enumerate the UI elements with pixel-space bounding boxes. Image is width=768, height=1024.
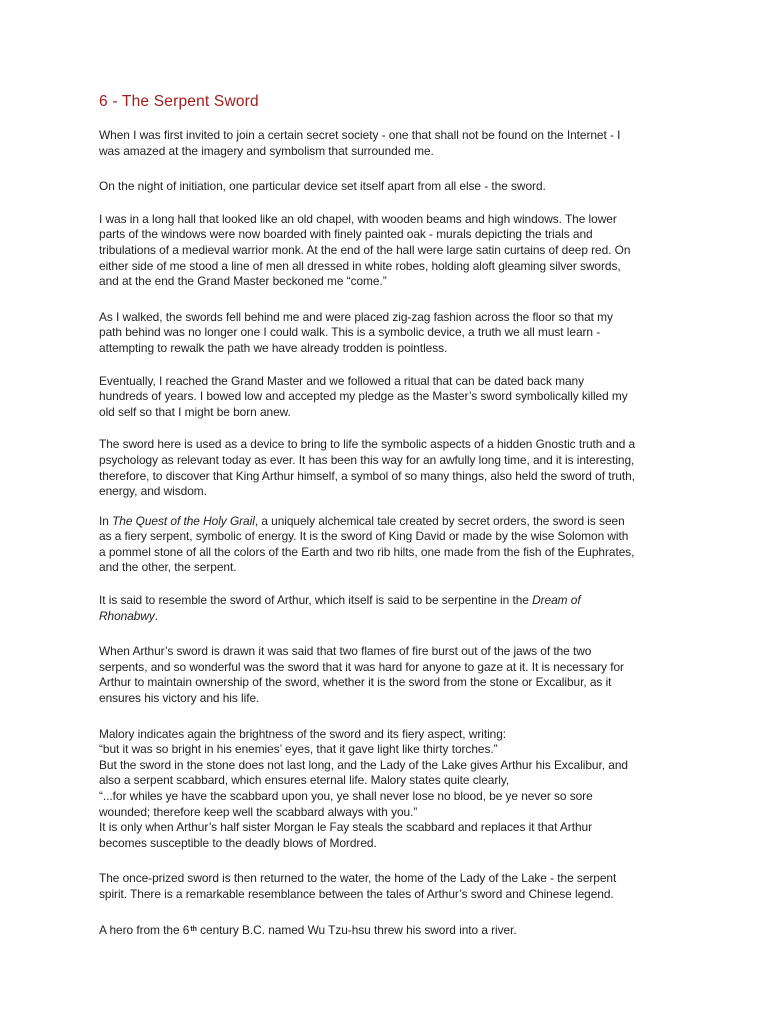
text-run: century B.C. named Wu Tzu-hsu threw his sword into a river.	[196, 922, 517, 937]
paragraph-hall	[99, 212, 679, 290]
text-line: attempting to rewalk the path we have already trodden is pointless.	[99, 340, 448, 355]
text-line: spirit. There is a remarkable resemblance between the tales of Arthur’s sword and Chinese legend.	[99, 886, 614, 901]
text-run: It is said to resemble the sword of Arthur, which itself is said to be serpentine in the	[99, 593, 533, 608]
text-line: and at the end the Grand Master beckoned me “come.”	[99, 274, 387, 289]
text-line: It is only when Arthur’s half sister Morgan le Fay steals the scabbard and replaces it that Arthur	[99, 820, 592, 835]
paragraph-gnostic	[99, 437, 679, 499]
book-title: Dream of	[532, 593, 581, 608]
paragraph-wu-tzu-hsu	[99, 923, 679, 939]
text-line	[99, 609, 679, 625]
paragraph-grand-master	[99, 374, 679, 421]
paragraph-initiation	[99, 179, 679, 195]
text-line: Malory indicates again the brightness of the sword and its fiery aspect, writing:	[99, 726, 507, 741]
text-line: The once-prized sword is then returned to the water, the home of the Lady of the Lake - the serpent	[99, 871, 617, 886]
text-line: I was in a long hall that looked like an old chapel, with wooden beams and high windows. The lower	[99, 211, 617, 226]
text-run: , a uniquely alchemical tale created by secret orders, the sword is seen	[254, 513, 625, 528]
text-line	[99, 593, 679, 609]
text-line: therefore, to discover that King Arthur himself, a symbol of so many things, also held the sword of truth,	[99, 468, 635, 483]
text-line: was amazed at the imagery and symbolism that surrounded me.	[99, 143, 434, 158]
text-line: either side of me stood a line of men all dressed in white robes, holding aloft gleaming silver swords,	[99, 258, 621, 273]
text-line: path behind was no longer one I could walk. This is a symbolic device, a truth we all must learn -	[99, 325, 601, 340]
text-line	[99, 514, 679, 530]
text-run: In	[99, 513, 113, 528]
paragraph-rhonabwy	[99, 593, 679, 624]
text-line: tribulations of a medieval warrior monk. At the end of the hall were large satin curtains of deep red. On	[99, 242, 631, 257]
ordinal-suffix: th	[190, 925, 197, 933]
paragraph-returned	[99, 871, 679, 902]
text-line	[99, 923, 679, 939]
text-run: A hero from the 6	[99, 922, 190, 937]
text-line: wounded; therefore keep well the scabbard always with you.”	[99, 804, 418, 819]
text-line: “but it was so bright in his enemies’ eyes, that it gave light like thirty torches.”	[99, 742, 498, 757]
paragraph-walk	[99, 310, 679, 357]
text-line: Eventually, I reached the Grand Master and we followed a ritual that can be dated back many	[99, 373, 585, 388]
text-line: also a serpent scabbard, which ensures eternal life. Malory states quite clearly,	[99, 773, 510, 788]
text-line: old self so that I might be born anew.	[99, 404, 291, 419]
text-line: Arthur to maintain ownership of the sword, whether it is the sword from the stone or Excalibur, as it	[99, 675, 612, 690]
text-line: serpents, and so wonderful was the sword that it was hard for anyone to gaze at it. It is necessary for	[99, 659, 624, 674]
paragraph-intro	[99, 128, 679, 159]
text-line: as a fiery serpent, symbolic of energy. It is the sword of King David or made by the wise Solomon with	[99, 529, 629, 544]
paragraph-holy-grail	[99, 514, 679, 576]
paragraph-malory	[99, 727, 679, 852]
paragraph-arthur-sword	[99, 644, 679, 706]
text-line: But the sword in the stone does not last long, and the Lady of the Lake gives Arthur his Excalibur, and	[99, 757, 628, 772]
text-line: psychology as relevant today as ever. It has been this way for an awfully long time, and it is interesting,	[99, 452, 635, 467]
text-line: On the night of initiation, one particular device set itself apart from all else - the sword.	[99, 179, 546, 194]
text-line: a pommel stone of all the colors of the Earth and two rib hilts, one made from the fish of the Euphrates,	[99, 544, 635, 559]
text-line: When Arthur’s sword is drawn it was said that two flames of fire burst out of the jaws of the two	[99, 644, 592, 659]
text-run: .	[154, 608, 159, 623]
text-line: becomes susceptible to the deadly blows of Mordred.	[99, 835, 377, 850]
document-page	[99, 92, 679, 938]
book-title: Rhonabwy	[99, 608, 155, 623]
text-line: ensures his victory and his life.	[99, 691, 260, 706]
text-line: When I was first invited to join a certain secret society - one that shall not be found on the Internet - I	[99, 128, 621, 142]
chapter-title: 6 - The Serpent Sword	[99, 93, 259, 110]
text-line: energy, and wisdom.	[99, 484, 207, 499]
text-line: As I walked, the swords fell behind me and were placed zig-zag fashion across the floor so that my	[99, 309, 613, 324]
text-line: The sword here is used as a device to bring to life the symbolic aspects of a hidden Gnostic truth and a	[99, 437, 636, 452]
text-line: and the other, the serpent.	[99, 560, 237, 575]
text-line: “...for whiles ye have the scabbard upon you, ye shall never lose no blood, be ye never so sore	[99, 789, 593, 803]
text-line: parts of the windows were now boarded with finely painted oak - murals depicting the trials and	[99, 227, 593, 242]
text-line: hundreds of years. I bowed low and accepted my pledge as the Master’s sword symbolically killed my	[99, 389, 628, 404]
book-title: The Quest of the Holy Grail	[112, 513, 255, 528]
